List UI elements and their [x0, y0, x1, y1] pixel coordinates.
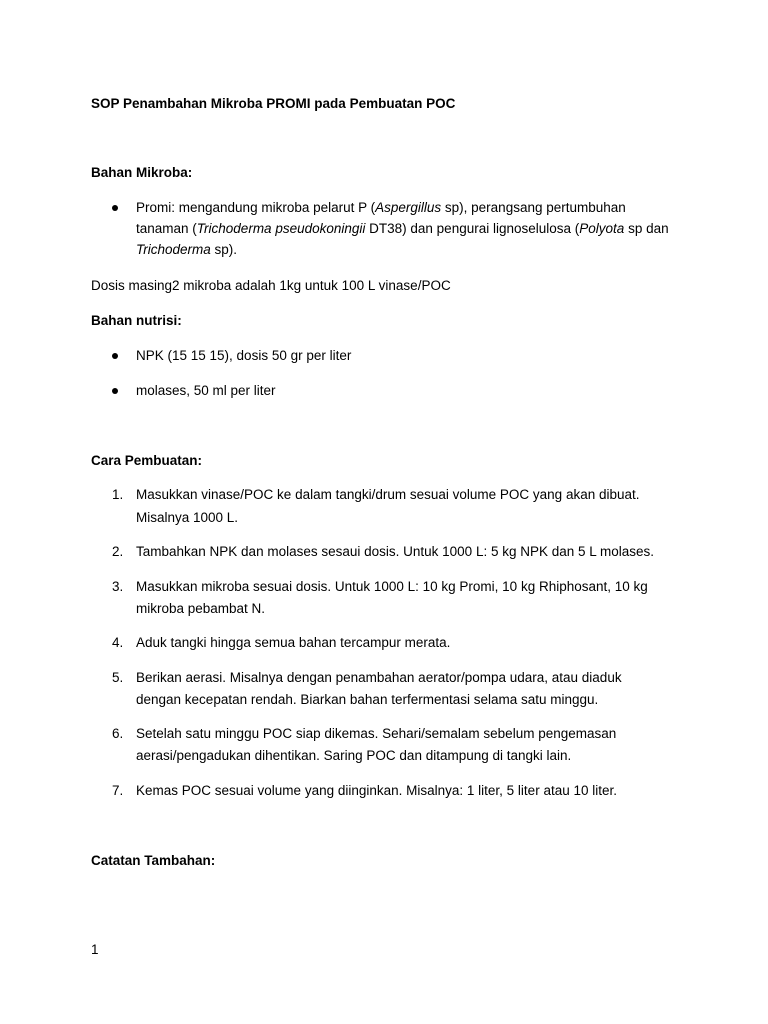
- section-heading-bahan-nutrisi: Bahan nutrisi:: [91, 313, 182, 328]
- bullet-icon: [112, 353, 118, 359]
- dosis-paragraph: Dosis masing2 mikroba adalah 1kg untuk 100 L vinase/POC: [91, 278, 451, 293]
- step-number: 4.: [112, 635, 124, 650]
- step-line: dengan kecepatan rendah. Biarkan bahan terfermentasi selama satu minggu.: [136, 692, 599, 707]
- step-line: mikroba pebambat N.: [136, 601, 266, 616]
- step-line: Masukkan vinase/POC ke dalam tangki/drum sesuai volume POC yang akan dibuat.: [136, 487, 640, 502]
- bullet-icon: [112, 388, 118, 394]
- step-number: 1.: [112, 487, 124, 502]
- section-heading-bahan-mikroba: Bahan Mikroba:: [91, 165, 193, 180]
- step-line: aerasi/pengadukan dihentikan. Saring POC dan ditampung di tangki lain.: [136, 748, 572, 763]
- step-line: Kemas POC sesuai volume yang diinginkan. Misalnya: 1 liter, 5 liter atau 10 liter.: [136, 783, 617, 798]
- step-number: 5.: [112, 670, 124, 685]
- step-line: Setelah satu minggu POC siap dikemas. Sehari/semalam sebelum pengemasan: [136, 726, 617, 741]
- bullet-line: tanaman (Trichoderma pseudokoningii DT38) dan pengurai lignoselulosa (Polyota sp dan: [136, 221, 669, 236]
- step-line: Masukkan mikroba sesuai dosis. Untuk 1000 L: 10 kg Promi, 10 kg Rhiphosant, 10 kg: [136, 579, 648, 594]
- section-heading-cara-pembuatan: Cara Pembuatan:: [91, 453, 203, 468]
- step-line: Berikan aerasi. Misalnya dengan penambahan aerator/pompa udara, atau diaduk: [136, 670, 622, 685]
- section-heading-catatan-tambahan: Catatan Tambahan:: [91, 853, 216, 868]
- bullet-line: Promi: mengandung mikroba pelarut P (Aspergillus sp), perangsang pertumbuhan: [136, 200, 626, 215]
- list-item: molases, 50 ml per liter: [136, 383, 276, 398]
- step-number: 2.: [112, 544, 124, 559]
- step-line: Misalnya 1000 L.: [136, 510, 239, 525]
- step-number: 3.: [112, 579, 124, 594]
- page-number: 1: [91, 942, 99, 957]
- step-number: 7.: [112, 783, 124, 798]
- bullet-line: Trichoderma sp).: [136, 242, 238, 257]
- document-title: SOP Penambahan Mikroba PROMI pada Pembuatan POC: [91, 96, 456, 111]
- bullet-icon: [112, 205, 118, 211]
- step-number: 6.: [112, 726, 124, 741]
- list-item: NPK (15 15 15), dosis 50 gr per liter: [136, 348, 352, 363]
- step-line: Aduk tangki hingga semua bahan tercampur merata.: [136, 635, 451, 650]
- step-line: Tambahkan NPK dan molases sesaui dosis. Untuk 1000 L: 5 kg NPK dan 5 L molases.: [136, 544, 655, 559]
